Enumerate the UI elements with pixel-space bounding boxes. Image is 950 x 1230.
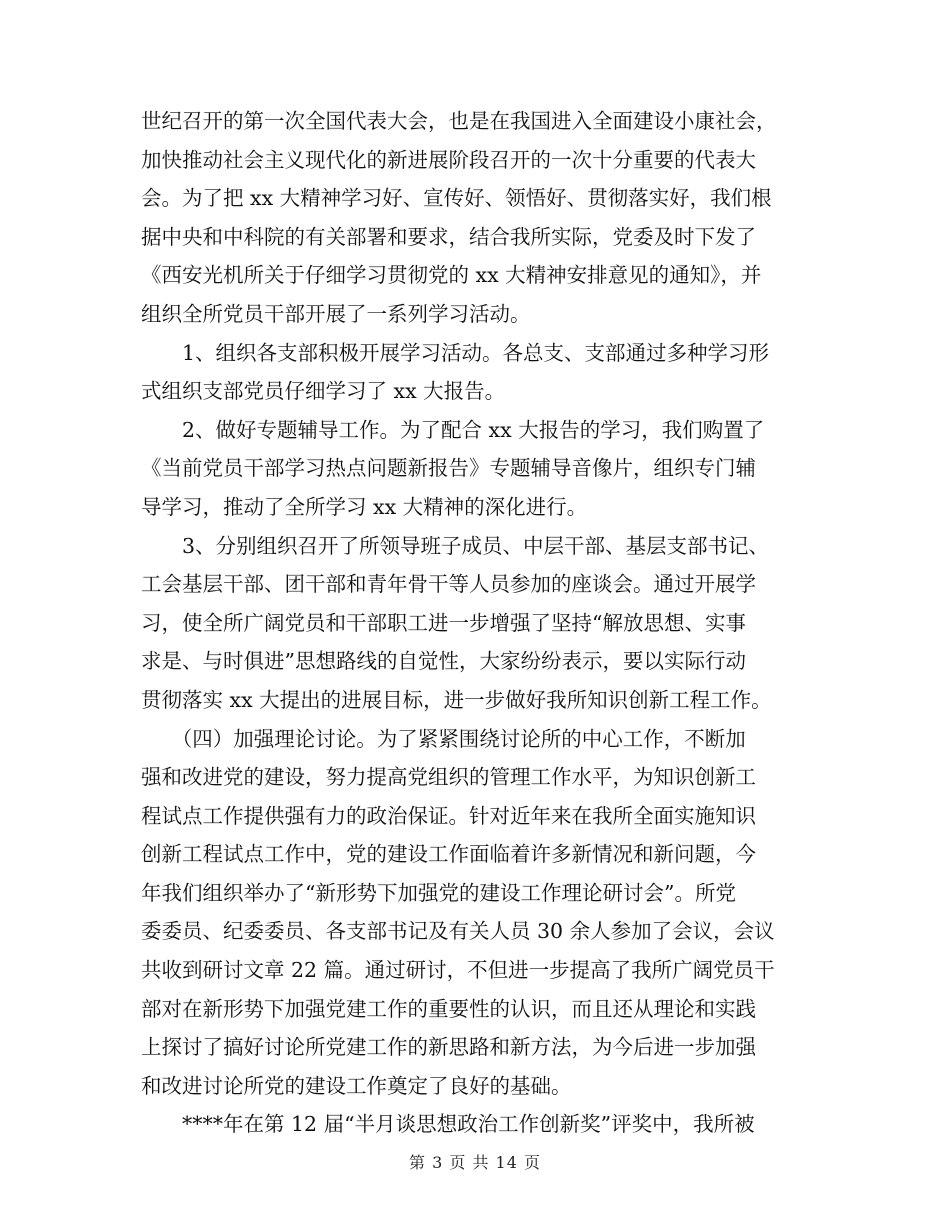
text-line: 导学习，推动了全所学习 xx 大精神的深化进行。 bbox=[141, 494, 588, 519]
text-line: 贯彻落实 xx 大提出的进展目标，进一步做好我所知识创新工程工作。 bbox=[141, 687, 772, 712]
text-line: 世纪召开的第一次全国代表大会，也是在我国进入全面建设小康社会， bbox=[141, 109, 777, 133]
text-line: 上探讨了搞好讨论所党建工作的新思路和新方法，为今后进一步加强 bbox=[141, 1035, 756, 1060]
text-line: 程试点工作提供强有力的政治保证。针对近年来在我所全面实施知识 bbox=[141, 803, 756, 828]
page-number-footer: 第 3 页 共 14 页 bbox=[409, 1153, 541, 1172]
text-line: 《当前党员干部学习热点问题新报告》专题辅导音像片，组织专门辅 bbox=[141, 456, 756, 481]
text-line: 习，使全所广阔党员和干部职工进一步增强了坚持“解放思想、实事 bbox=[141, 610, 746, 635]
text-line: 3、分别组织召开了所领导班子成员、中层干部、基层支部书记、 bbox=[141, 533, 770, 558]
text-line: 求是、与时俱进”思想路线的自觉性，大家纷纷表示，要以实际行动 bbox=[141, 649, 746, 674]
text-line: 和改进讨论所党的建设工作奠定了良好的基础。 bbox=[141, 1073, 572, 1098]
text-line: 强和改进党的建设，努力提高党组织的管理工作水平，为知识创新工 bbox=[141, 765, 756, 790]
text-line: 组织全所党员干部开展了一系列学习活动。 bbox=[141, 301, 531, 326]
text-line: 创新工程试点工作中，党的建设工作面临着许多新情况和新问题，今 bbox=[141, 842, 756, 867]
body-text bbox=[141, 102, 805, 1144]
text-line: 加快推动社会主义现代化的新进展阶段召开的一次十分重要的代表大 bbox=[141, 147, 756, 172]
text-line: ****年在第 12 届“半月谈思想政治工作创新奖”评奖中，我所被 bbox=[141, 1112, 755, 1137]
text-line: 据中央和中科院的有关部署和要求，结合我所实际，党委及时下发了 bbox=[141, 224, 756, 249]
text-line: 2、做好专题辅导工作。为了配合 xx 大报告的学习，我们购置了 bbox=[141, 417, 765, 442]
text-line: 1、组织各支部积极开展学习活动。各总支、支部通过多种学习形 bbox=[141, 340, 770, 365]
text-line: 委委员、纪委委员、各支部书记及有关人员 30 余人参加了会议，会议 bbox=[141, 919, 775, 944]
text-line: 共收到研讨文章 22 篇。通过研讨，不但进一步提高了我所广阔党员干 bbox=[141, 958, 775, 983]
text-line: 会。为了把 xx 大精神学习好、宣传好、领悟好、贯彻落实好，我们根 bbox=[141, 186, 772, 211]
text-line: 工会基层干部、团干部和青年骨干等人员参加的座谈会。通过开展学 bbox=[141, 572, 756, 597]
text-line: 年我们组织举办了“新形势下加强党的建设工作理论研讨会”。所党 bbox=[141, 880, 736, 905]
text-line: （四）加强理论讨论。为了紧紧围绕讨论所的中心工作，不断加 bbox=[141, 726, 746, 751]
text-line: 《西安光机所关于仔细学习贯彻党的 xx 大精神安排意见的通知》，并 bbox=[141, 263, 762, 288]
text-line: 部对在新形势下加强党建工作的重要性的认识，而且还从理论和实践 bbox=[141, 996, 756, 1021]
text-line: 式组织支部党员仔细学习了 xx 大报告。 bbox=[141, 379, 506, 404]
